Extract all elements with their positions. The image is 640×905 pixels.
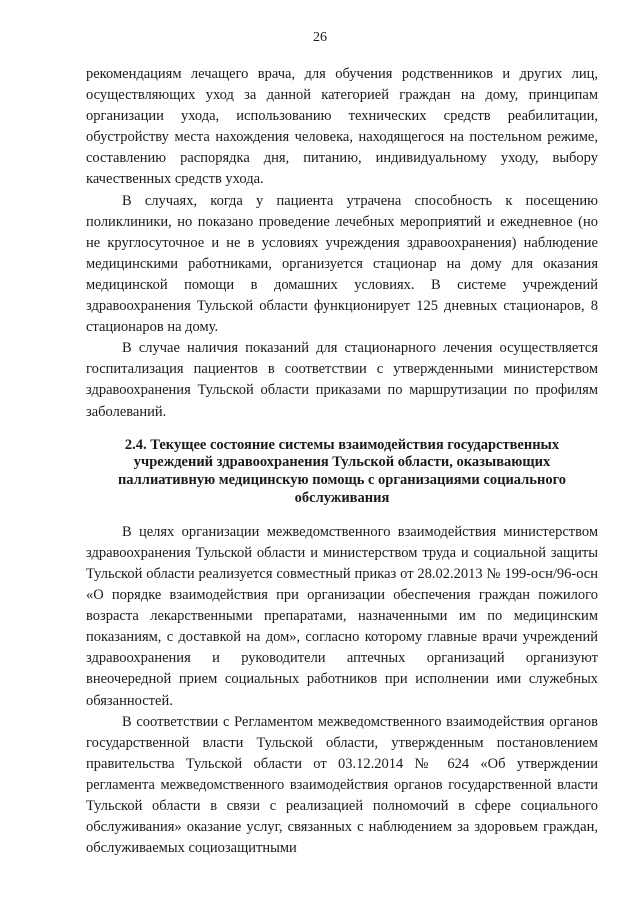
paragraph-hospitalization: В случае наличия показаний для стационарного лечения осуществляется госпитализация пациентов в соответствии с утвержденными министерством здравоохранения Тульской области приказами по маршрутизации по профилям заболеваний. — [86, 340, 598, 420]
paragraph-regulation: В соответствии с Регламентом межведомственного взаимодействия органов государственной власти Тульской области, утвержденным постановлением правительства Тульской области от 03.12.2014 № 624 «Об утверждении регламента межведомственного взаимодействия органов государственной власти Тульской области в связи с реализацией полномочий в сфере социального обслуживания» оказание услуг, связанных с наблюдением за здоровьем граждан, обслуживаемых социозащитными — [86, 713, 598, 857]
paragraph-interagency-order: В целях организации межведомственного взаимодействия министерством здравоохранения Тульской области и министерством труда и социальной защиты Тульской области реализуется совместный приказ от 28.02.2013 № 199-осн/96-осн «О порядке взаимодействия при организации обеспечения граждан пожилого возраста лекарственными препаратами, назначенными им по медицинским показаниям, с доставкой на дом», согласно которому главные врачи учреждений здравоохранения и руководители аптечных организаций организуют внеочередной прием социальных работников при исполнении ими служебных обязанностей. — [86, 523, 598, 709]
paragraph-home-hospital: В случаях, когда у пациента утрачена способность к посещению поликлиники, но показано проведение лечебных мероприятий и ежедневное (но не круглосуточное и не в условиях учреждения здравоохранения) наблюдение медицинскими работниками, организуется стационар на дому для оказания медицинской помощи в домашних условиях. В системе учреждений здравоохранения Тульской области функционирует 125 дневных стационаров, 8 стационаров на дому. — [86, 192, 598, 336]
document-body — [86, 64, 598, 859]
section-heading: 2.4. Текущее состояние системы взаимодействия государственных учреждений здравоохранения Тульской области, оказывающих паллиативную медицинскую помощь с организациями социального обслуживания — [117, 436, 567, 506]
paragraph-care-training: рекомендациям лечащего врача, для обучения родственников и других лиц, осуществляющих уход за данной категорией граждан на дому, принципам организации ухода, использованию технических средств реабилитации, обустройству места нахождения человека, находящегося на постельном режиме, составлению распорядка дня, питанию, индивидуальному уходу, выбору качественных средств ухода. — [86, 66, 598, 188]
page-number: 26 — [313, 30, 327, 45]
